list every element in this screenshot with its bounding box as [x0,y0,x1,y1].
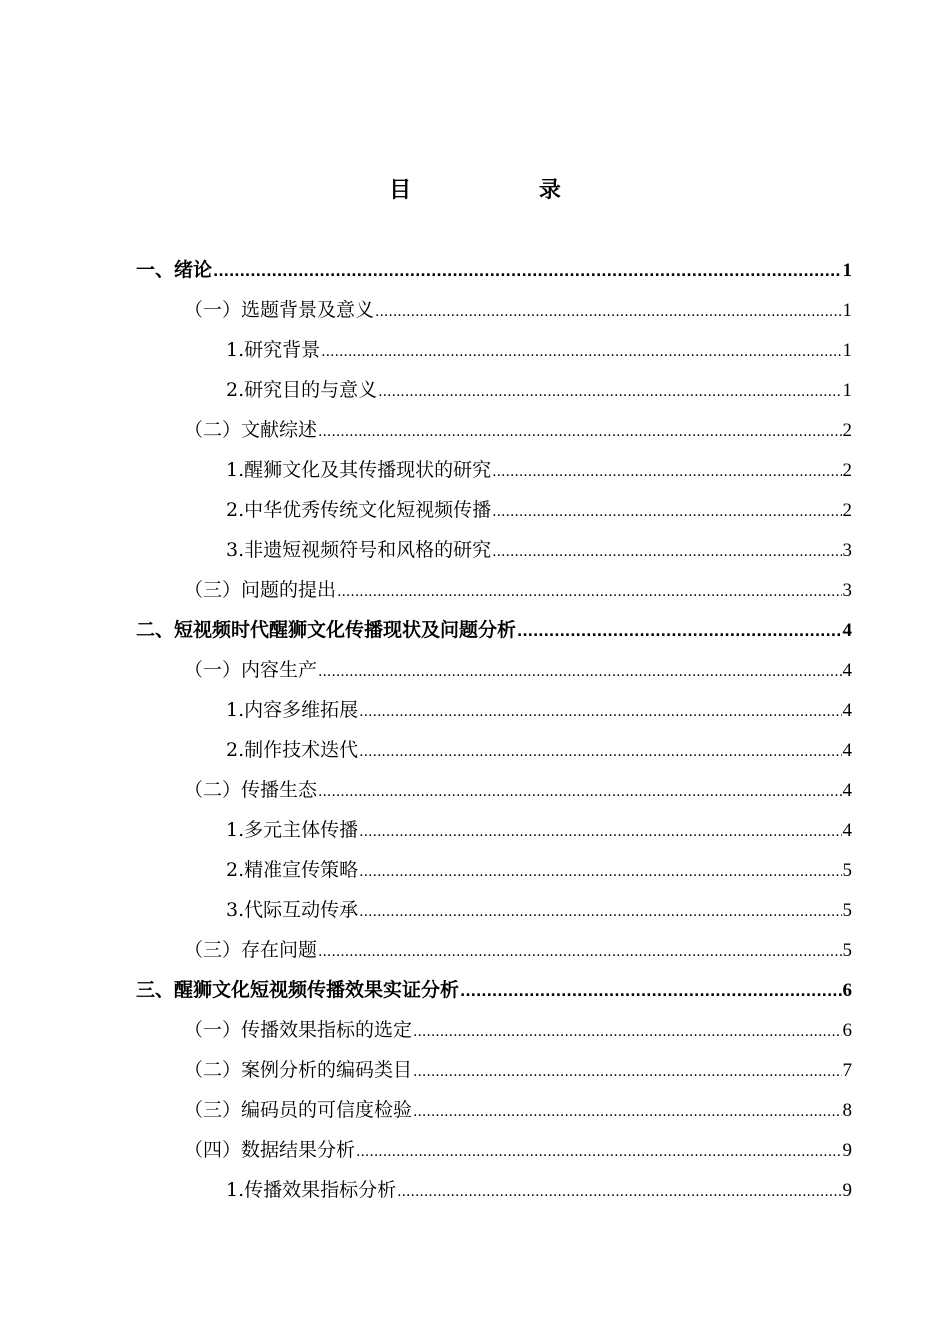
toc-page-number: 6 [842,980,852,1001]
toc-dot-leader [213,252,841,292]
toc-entry-section[interactable] [136,1050,852,1090]
toc-entry-text: 1.传播效果指标分析 [226,1179,397,1201]
toc-page-number: 1 [842,300,852,321]
toc-entry-section[interactable] [136,290,852,330]
toc-entry-text: 3.非遗短视频符号和风格的研究 [226,539,492,561]
toc-page-number: 5 [842,860,852,881]
toc-dot-leader [397,1172,841,1212]
toc-entry-text: （三）编码员的可信度检验 [184,1099,413,1121]
toc-entry-subsection[interactable] [136,850,852,890]
toc-dot-leader [359,892,841,932]
toc-entry-text: 1.多元主体传播 [226,819,359,841]
toc-entry-section[interactable] [136,410,852,450]
toc-dot-leader [375,292,841,332]
toc-page-number: 9 [842,1140,852,1161]
toc-page-number: 4 [842,660,852,681]
toc-page-number: 1 [842,380,852,401]
toc-entry-subsection[interactable] [136,730,852,770]
table-of-contents [136,250,852,1210]
toc-page-number: 4 [842,700,852,721]
toc-page-number: 3 [842,540,852,561]
toc-dot-leader [460,972,841,1012]
toc-entry-text: 1.内容多维拓展 [226,699,359,721]
toc-dot-leader [378,372,841,412]
toc-dot-leader [359,852,841,892]
toc-entry-section[interactable] [136,930,852,970]
toc-dot-leader [321,332,841,372]
toc-dot-leader [413,1092,841,1132]
toc-page-number: 4 [842,740,852,761]
toc-entry-subsection[interactable] [136,1170,852,1210]
toc-entry-text: （四）数据结果分析 [184,1139,356,1161]
toc-page-number: 4 [842,620,852,641]
toc-entry-subsection[interactable] [136,890,852,930]
toc-dot-leader [359,812,841,852]
toc-entry-text: 3.代际互动传承 [226,899,359,921]
toc-page-number: 3 [842,580,852,601]
toc-entry-text: 2.制作技术迭代 [226,739,359,761]
toc-dot-leader [359,692,841,732]
toc-entry-section[interactable] [136,1010,852,1050]
toc-entry-subsection[interactable] [136,450,852,490]
toc-page-number: 2 [842,460,852,481]
toc-page-number: 2 [842,420,852,441]
toc-entry-text: 2.精准宣传策略 [226,859,359,881]
toc-page-number: 1 [842,260,852,281]
toc-entry-text: （一）内容生产 [184,659,318,681]
toc-page-number: 9 [842,1180,852,1201]
toc-entry-chapter-1[interactable] [136,250,852,290]
toc-dot-leader [517,612,841,652]
toc-entry-section[interactable] [136,650,852,690]
toc-page-number: 2 [842,500,852,521]
toc-dot-leader [337,572,841,612]
toc-page-number: 4 [842,780,852,801]
toc-dot-leader [318,932,841,972]
toc-entry-text: 三、醒狮文化短视频传播效果实证分析 [136,979,460,1001]
page-title: 目 录 [389,178,621,203]
toc-entry-section[interactable] [136,770,852,810]
toc-entry-subsection[interactable] [136,370,852,410]
toc-dot-leader [318,652,841,692]
toc-entry-text: 一、绪论 [136,259,213,281]
toc-entry-text: （三）问题的提出 [184,579,337,601]
toc-entry-text: （一）传播效果指标的选定 [184,1019,413,1041]
toc-dot-leader [413,1052,841,1092]
toc-entry-subsection[interactable] [136,490,852,530]
toc-page-number: 1 [842,340,852,361]
toc-page-number: 7 [842,1060,852,1081]
toc-dot-leader [359,732,841,772]
toc-page-number: 8 [842,1100,852,1121]
toc-dot-leader [356,1132,841,1172]
toc-entry-text: 1.研究背景 [226,339,321,361]
toc-entry-subsection[interactable] [136,690,852,730]
toc-entry-text: （三）存在问题 [184,939,318,961]
toc-dot-leader [318,772,841,812]
toc-entry-text: （一）选题背景及意义 [184,299,375,321]
toc-entry-subsection[interactable] [136,810,852,850]
toc-page-number: 5 [842,940,852,961]
toc-dot-leader [492,492,841,532]
toc-entry-section[interactable] [136,570,852,610]
toc-dot-leader [492,532,841,572]
toc-dot-leader [492,452,841,492]
toc-entry-text: 二、短视频时代醒狮文化传播现状及问题分析 [136,619,517,641]
toc-entry-text: 2.研究目的与意义 [226,379,378,401]
toc-page-number: 4 [842,820,852,841]
toc-entry-chapter-3[interactable] [136,970,852,1010]
toc-entry-text: （二）传播生态 [184,779,318,801]
toc-entry-chapter-2[interactable] [136,610,852,650]
toc-entry-text: 1.醒狮文化及其传播现状的研究 [226,459,492,481]
toc-dot-leader [318,412,841,452]
toc-entry-text: （二）文献综述 [184,419,318,441]
toc-dot-leader [413,1012,841,1052]
toc-entry-subsection[interactable] [136,530,852,570]
toc-entry-text: （二）案例分析的编码类目 [184,1059,413,1081]
toc-entry-section[interactable] [136,1130,852,1170]
toc-entry-subsection[interactable] [136,330,852,370]
toc-entry-text: 2.中华优秀传统文化短视频传播 [226,499,492,521]
toc-entry-section[interactable] [136,1090,852,1130]
toc-page-number: 5 [842,900,852,921]
toc-page-number: 6 [842,1020,852,1041]
